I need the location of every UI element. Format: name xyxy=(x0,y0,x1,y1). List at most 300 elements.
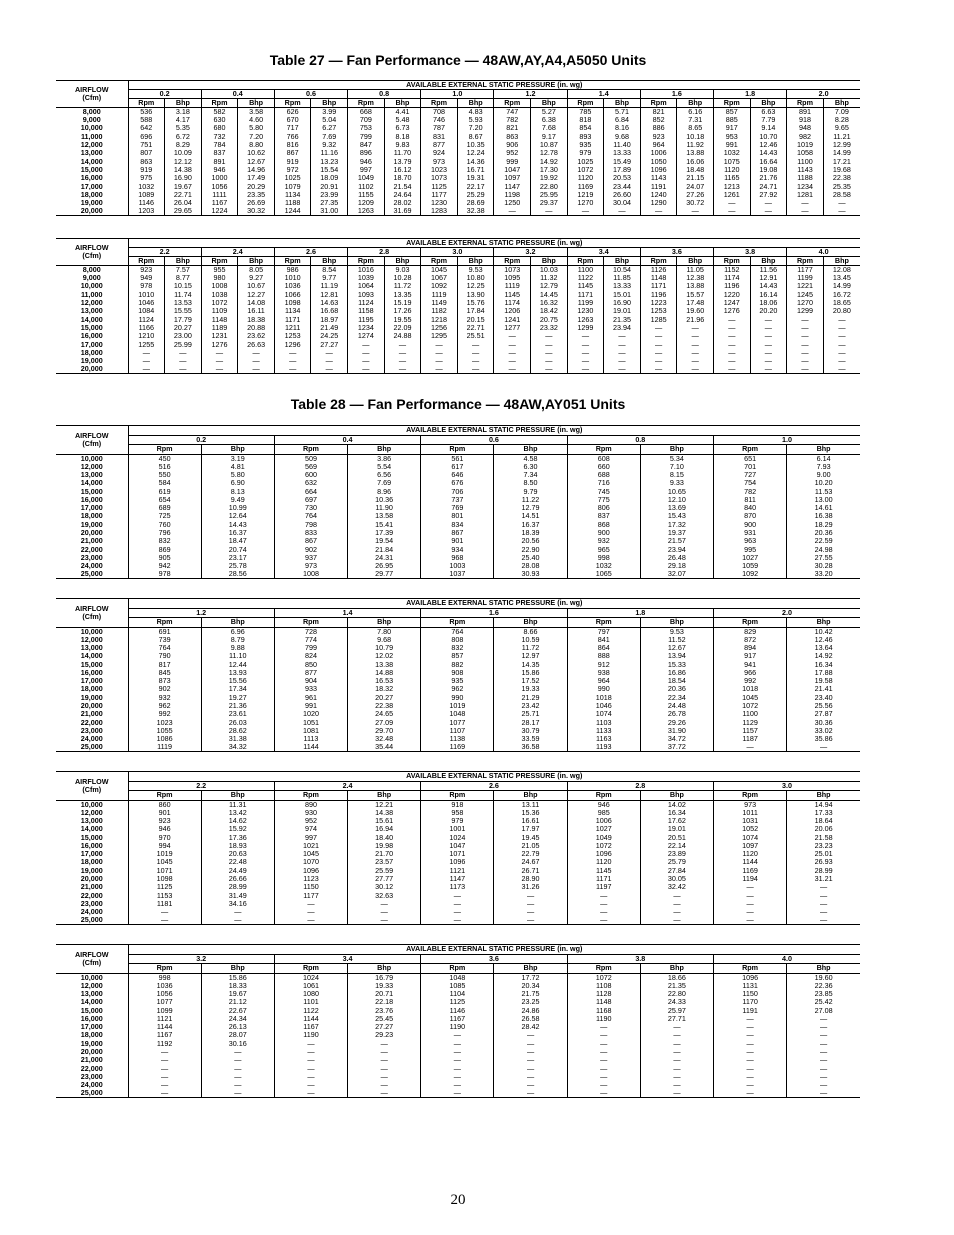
table-cell: 10.54 xyxy=(604,266,641,274)
table-cell: 25.71 xyxy=(494,710,567,718)
table-cell: — xyxy=(787,365,824,373)
airflow-header xyxy=(56,426,128,455)
table-cell: 18.38 xyxy=(238,315,275,323)
rpm-header: Rpm xyxy=(274,618,347,628)
table-cell: — xyxy=(677,324,714,332)
table-cell: 1098 xyxy=(128,875,201,883)
table-cell: 1056 xyxy=(128,990,201,998)
table-cell: 923 xyxy=(128,266,165,274)
pressure-header: 4.0 xyxy=(714,954,861,964)
table-cell: — xyxy=(604,348,641,356)
table-cell: 1019 xyxy=(787,141,824,149)
table-cell: — xyxy=(128,908,201,916)
table-cell: 19.67 xyxy=(201,990,274,998)
table-cell: 16.90 xyxy=(604,299,641,307)
table-cell: 5.35 xyxy=(165,124,202,132)
table-cell: 18.29 xyxy=(787,520,860,528)
table-cell: 12.12 xyxy=(165,157,202,165)
bhp-header: Bhp xyxy=(494,791,567,801)
airflow-value: 13,000 xyxy=(80,148,103,158)
table-cell: 1100 xyxy=(787,157,824,165)
table-cell: — xyxy=(274,1064,347,1072)
table-cell: — xyxy=(238,357,275,365)
table-cell: 29.37 xyxy=(531,199,568,207)
table-cell: 924 xyxy=(421,149,458,157)
table-cell: 600 xyxy=(274,471,347,479)
table-cell: 19.55 xyxy=(384,315,421,323)
table-cell: 17.21 xyxy=(823,157,860,165)
table-cell: 27.77 xyxy=(348,875,421,883)
table-cell: 13.79 xyxy=(384,157,421,165)
table-cell: 4.58 xyxy=(494,454,567,462)
bhp-header: Bhp xyxy=(348,445,421,455)
table-cell: 912 xyxy=(567,660,640,668)
table-cell: 13.53 xyxy=(165,299,202,307)
table-row xyxy=(56,850,860,858)
table-cell: — xyxy=(348,365,385,373)
table-cell: 6.14 xyxy=(787,454,860,462)
table-cell: 917 xyxy=(714,124,751,132)
table-cell: 10.65 xyxy=(640,487,713,495)
pressure-header: 1.0 xyxy=(421,90,494,99)
table-cell: 997 xyxy=(274,833,347,841)
table-row xyxy=(56,479,860,487)
table-cell: 701 xyxy=(714,462,787,470)
table-cell: 24.34 xyxy=(201,1014,274,1022)
table-cell: 18.66 xyxy=(640,973,713,981)
table-cell: 13.00 xyxy=(787,495,860,503)
airflow-label: AIRFLOW xyxy=(74,603,109,613)
table-cell: 10.67 xyxy=(238,282,275,290)
table-cell: 32.48 xyxy=(348,735,421,743)
table-cell: 1008 xyxy=(274,570,347,578)
table-cell: — xyxy=(348,357,385,365)
table-cell: 22.14 xyxy=(640,841,713,849)
airflow-value: 8,000 xyxy=(82,265,101,274)
table-cell: — xyxy=(640,365,677,373)
table-cell: 23.35 xyxy=(238,190,275,198)
table-cell: — xyxy=(531,340,568,348)
table-cell: 873 xyxy=(128,677,201,685)
table-row xyxy=(56,652,860,660)
table-cell: 1096 xyxy=(640,166,677,174)
table-cell: 26.69 xyxy=(238,199,275,207)
table-cell: 28.17 xyxy=(494,718,567,726)
table-cell: 17.88 xyxy=(787,668,860,676)
table-cell: 23.42 xyxy=(494,702,567,710)
table-cell: 660 xyxy=(567,462,640,470)
pressure-header: 3.0 xyxy=(714,781,861,791)
airflow-value: 12,000 xyxy=(80,981,103,990)
table-cell: 1085 xyxy=(421,981,494,989)
table-cell: 23.76 xyxy=(348,1006,421,1014)
table-cell: — xyxy=(274,1048,347,1056)
table-cell: 8.15 xyxy=(640,471,713,479)
table-cell: 1051 xyxy=(274,718,347,726)
table-cell: 12.46 xyxy=(750,141,787,149)
table-cell: — xyxy=(640,1081,713,1089)
table-cell: — xyxy=(714,357,751,365)
table-cell: 1102 xyxy=(348,182,385,190)
table-cell: 1045 xyxy=(714,693,787,701)
table-cell: 1210 xyxy=(128,332,165,340)
table-cell: — xyxy=(750,332,787,340)
table-cell: 1194 xyxy=(714,875,787,883)
table-cell: — xyxy=(457,348,494,356)
table-cell: 8.80 xyxy=(238,141,275,149)
table-row xyxy=(56,800,860,808)
table-cell: 536 xyxy=(128,108,165,116)
table-row xyxy=(56,1056,860,1064)
table-cell: 23.94 xyxy=(640,545,713,553)
table-cell: 764 xyxy=(128,644,201,652)
table-cell: 20.29 xyxy=(238,182,275,190)
table-cell: 20.34 xyxy=(494,981,567,989)
table-cell: 824 xyxy=(274,652,347,660)
table-cell: 24.49 xyxy=(201,866,274,874)
table-cell: — xyxy=(531,207,568,215)
bhp-header: Bhp xyxy=(787,445,860,455)
table-cell: 28.90 xyxy=(494,875,567,883)
table-row xyxy=(56,537,860,545)
table-cell: 20.53 xyxy=(604,174,641,182)
bhp-header: Bhp xyxy=(201,791,274,801)
table-cell: 973 xyxy=(421,157,458,165)
table-row xyxy=(56,282,860,290)
table-row xyxy=(56,718,860,726)
table-cell: — xyxy=(567,1073,640,1081)
table-cell: 26.60 xyxy=(604,190,641,198)
table-cell: 18.09 xyxy=(311,174,348,182)
table-cell: 11.85 xyxy=(604,274,641,282)
table-cell: — xyxy=(787,1073,860,1081)
table-cell: 31.49 xyxy=(201,891,274,899)
table-cell: 16.32 xyxy=(531,299,568,307)
table-cell: 1171 xyxy=(274,315,311,323)
table-cell: 10.70 xyxy=(750,132,787,140)
table-cell: 6.96 xyxy=(201,627,274,635)
airflow-value: 14,000 xyxy=(80,997,103,1007)
airflow-value: 14,000 xyxy=(80,157,103,166)
bhp-header: Bhp xyxy=(787,964,860,974)
table-cell: — xyxy=(714,891,787,899)
table-cell: 16.72 xyxy=(823,290,860,298)
table-row xyxy=(56,668,860,676)
table-cell: 569 xyxy=(274,462,347,470)
table-cell: — xyxy=(787,1014,860,1022)
airflow-value: 25,000 xyxy=(56,743,128,751)
table-cell: — xyxy=(274,908,347,916)
table-cell: 6.16 xyxy=(677,108,714,116)
table-cell: 935 xyxy=(567,141,604,149)
table-cell: 1122 xyxy=(274,1006,347,1014)
table-cell: 26.58 xyxy=(494,1014,567,1022)
table-cell: 15.54 xyxy=(311,166,348,174)
table-cell: 15.36 xyxy=(494,808,567,816)
table-cell: 1124 xyxy=(128,315,165,323)
table-cell: 12.08 xyxy=(823,266,860,274)
table-cell: 1003 xyxy=(421,562,494,570)
table-cell: 992 xyxy=(128,710,201,718)
airflow-value: 15,000 xyxy=(80,165,103,174)
bhp-header: Bhp xyxy=(604,257,641,266)
table-cell: 30.93 xyxy=(494,570,567,578)
table-cell: — xyxy=(677,207,714,215)
table-cell: 5.48 xyxy=(384,116,421,124)
pressure-header: 3.6 xyxy=(421,954,567,964)
table-cell: 21.70 xyxy=(348,850,421,858)
table-cell: 7.20 xyxy=(238,132,275,140)
table-cell: 7.34 xyxy=(494,471,567,479)
table-cell: 16.64 xyxy=(750,157,787,165)
table-cell: 11.52 xyxy=(640,635,713,643)
airflow-value: 17,000 xyxy=(80,182,103,191)
table-row xyxy=(56,157,860,165)
table-row xyxy=(56,808,860,816)
table-cell: 1096 xyxy=(714,973,787,981)
table-cell: — xyxy=(714,908,787,916)
table-cell: 15.86 xyxy=(494,668,567,676)
bhp-header: Bhp xyxy=(640,791,713,801)
table-row xyxy=(56,908,860,916)
table-cell: 26.03 xyxy=(201,718,274,726)
airflow-value: 21,000 xyxy=(80,709,103,719)
rpm-header: Rpm xyxy=(714,791,787,801)
table-cell: 21.57 xyxy=(640,537,713,545)
table-cell: 961 xyxy=(274,693,347,701)
table-cell: — xyxy=(750,348,787,356)
table-cell: 16.71 xyxy=(457,166,494,174)
rpm-header: Rpm xyxy=(348,99,385,108)
table-cell: 11.70 xyxy=(384,149,421,157)
airflow-value: 17,000 xyxy=(80,340,103,349)
table-cell: 20.51 xyxy=(640,833,713,841)
table-row xyxy=(56,290,860,298)
table-cell: 708 xyxy=(421,108,458,116)
table-cell: 806 xyxy=(567,504,640,512)
table-cell: 8.16 xyxy=(604,124,641,132)
table-cell: 15.49 xyxy=(604,157,641,165)
table-cell: 14.94 xyxy=(787,800,860,808)
table-cell: 1093 xyxy=(348,290,385,298)
table-cell: 22.38 xyxy=(348,702,421,710)
table-cell: — xyxy=(494,1056,567,1064)
table-cell: — xyxy=(348,916,421,924)
table-cell: 30.32 xyxy=(238,207,275,215)
table-cell: 1067 xyxy=(421,274,458,282)
table-cell: 15.33 xyxy=(640,660,713,668)
table-cell: 14.02 xyxy=(640,800,713,808)
table-cell: 1103 xyxy=(567,718,640,726)
table-cell: 1073 xyxy=(494,266,531,274)
table-cell: 6.27 xyxy=(311,124,348,132)
table-cell: 12.97 xyxy=(494,652,567,660)
table-cell: — xyxy=(421,1056,494,1064)
bhp-header: Bhp xyxy=(787,791,860,801)
table-cell: 1097 xyxy=(494,174,531,182)
airflow-value: 15,000 xyxy=(80,487,103,496)
table-cell: — xyxy=(348,908,421,916)
table-cell: 21.35 xyxy=(640,981,713,989)
table-cell: 1224 xyxy=(201,207,238,215)
table-cell: 832 xyxy=(128,537,201,545)
table-cell: 17.72 xyxy=(494,973,567,981)
airflow-header xyxy=(56,772,128,801)
pressure-header: 2.8 xyxy=(348,248,421,257)
table-row xyxy=(56,677,860,685)
table-cell: 1072 xyxy=(201,299,238,307)
table-cell: 22.48 xyxy=(201,858,274,866)
table-cell: 12.44 xyxy=(201,660,274,668)
table-cell: 14.63 xyxy=(311,299,348,307)
table-cell: 29.70 xyxy=(348,727,421,735)
table-row xyxy=(56,332,860,340)
airflow-value: 17,000 xyxy=(80,503,103,513)
table-cell: 450 xyxy=(128,454,201,462)
table-cell: 905 xyxy=(128,554,201,562)
airflow-value: 23,000 xyxy=(80,899,103,908)
table-cell: 10.18 xyxy=(677,132,714,140)
table-cell: 26.13 xyxy=(201,1023,274,1031)
rpm-header: Rpm xyxy=(421,791,494,801)
table-cell: — xyxy=(567,1031,640,1039)
table-cell: — xyxy=(640,1064,713,1072)
table-row xyxy=(56,883,860,891)
table-cell: 691 xyxy=(128,627,201,635)
table-cell: 1045 xyxy=(274,850,347,858)
table-cell: 934 xyxy=(421,545,494,553)
rpm-header: Rpm xyxy=(201,99,238,108)
bhp-header: Bhp xyxy=(384,257,421,266)
table-cell: 1206 xyxy=(494,307,531,315)
airflow-value: 16,000 xyxy=(80,173,103,183)
table-cell: — xyxy=(640,1089,713,1097)
table-cell: 937 xyxy=(274,554,347,562)
pressure-header: 1.8 xyxy=(567,608,713,618)
airflow-value: 18,000 xyxy=(80,190,103,199)
table-cell: 26.71 xyxy=(494,866,567,874)
table-cell: — xyxy=(274,900,347,908)
table-cell: — xyxy=(348,1039,421,1047)
table-cell: 1196 xyxy=(640,290,677,298)
table-cell: 37.72 xyxy=(640,743,713,751)
table-cell: 1174 xyxy=(494,299,531,307)
table-cell: 1169 xyxy=(567,182,604,190)
table-cell: 1203 xyxy=(128,207,165,215)
rpm-header: Rpm xyxy=(494,99,531,108)
table-cell: — xyxy=(311,348,348,356)
table-cell: 15.19 xyxy=(384,299,421,307)
rpm-header: Rpm xyxy=(714,99,751,108)
airflow-value: 25,000 xyxy=(56,1089,128,1097)
table-cell: — xyxy=(640,1056,713,1064)
table-cell: 854 xyxy=(567,124,604,132)
table-row xyxy=(56,1039,860,1047)
table-cell: 716 xyxy=(567,479,640,487)
table-cell: — xyxy=(714,1048,787,1056)
table-cell: 1011 xyxy=(714,808,787,816)
table-cell: — xyxy=(348,340,385,348)
airflow-value: 21,000 xyxy=(80,882,103,892)
table-cell: 1050 xyxy=(640,157,677,165)
table-cell: — xyxy=(494,1048,567,1056)
table-row xyxy=(56,1089,860,1097)
table-cell: 14.99 xyxy=(823,149,860,157)
pressure-header: 3.0 xyxy=(421,248,494,257)
airflow-value: 18,000 xyxy=(80,685,103,694)
table-cell: 13.90 xyxy=(457,290,494,298)
table-cell: — xyxy=(421,357,458,365)
table-cell: 979 xyxy=(567,149,604,157)
table-cell: 1077 xyxy=(421,718,494,726)
airflow-value: 13,000 xyxy=(80,816,103,825)
table-cell: 10.20 xyxy=(787,479,860,487)
table-cell: 14.96 xyxy=(238,166,275,174)
pressure-header: 1.0 xyxy=(714,435,861,445)
table-cell: 1190 xyxy=(421,1023,494,1031)
table-row xyxy=(56,307,860,315)
table-cell: 668 xyxy=(348,108,385,116)
table-cell: 1219 xyxy=(567,190,604,198)
table-row xyxy=(56,512,860,520)
airflow-value: 12,000 xyxy=(80,635,103,644)
table-cell: — xyxy=(640,340,677,348)
table-cell: — xyxy=(531,357,568,365)
table-cell: 28.69 xyxy=(457,199,494,207)
table-cell: 1131 xyxy=(714,981,787,989)
table-cell: 15.57 xyxy=(677,290,714,298)
airflow-value: 12,000 xyxy=(80,808,103,817)
airflow-value: 8,000 xyxy=(82,107,101,116)
table-cell: 11.72 xyxy=(494,644,567,652)
table-cell: 13.93 xyxy=(201,668,274,676)
pressure-header: 2.2 xyxy=(128,781,274,791)
table-cell: 26.04 xyxy=(165,199,202,207)
table-cell: 3.19 xyxy=(201,454,274,462)
table-cell: 17.36 xyxy=(201,833,274,841)
table-cell: 33.02 xyxy=(787,727,860,735)
table-cell: 21.54 xyxy=(384,182,421,190)
table-cell: 12.24 xyxy=(457,149,494,157)
table-row xyxy=(56,1023,860,1031)
pressure-header: 1.2 xyxy=(128,608,274,618)
table-row xyxy=(56,1064,860,1072)
pressure-header: 3.6 xyxy=(640,248,713,257)
rpm-header: Rpm xyxy=(567,618,640,628)
table-cell: — xyxy=(531,365,568,373)
table-cell: — xyxy=(421,1048,494,1056)
table-cell: 1145 xyxy=(567,866,640,874)
static-pressure-header: AVAILABLE EXTERNAL STATIC PRESSURE (in. wg) xyxy=(128,426,860,436)
table-cell: 33.20 xyxy=(787,570,860,578)
table-cell: 869 xyxy=(128,545,201,553)
table-cell: 834 xyxy=(421,520,494,528)
table-cell: 20.56 xyxy=(494,537,567,545)
table-cell: 12.21 xyxy=(348,800,421,808)
table-cell: 22.90 xyxy=(494,545,567,553)
table-cell: 664 xyxy=(274,487,347,495)
airflow-value: 16,000 xyxy=(80,495,103,504)
pressure-header: 1.6 xyxy=(640,90,713,99)
table-cell: 1148 xyxy=(201,315,238,323)
table-cell: 821 xyxy=(640,108,677,116)
table-cell: — xyxy=(348,348,385,356)
table-cell: 26.95 xyxy=(348,562,421,570)
table-row xyxy=(56,685,860,693)
table-cell: — xyxy=(201,1064,274,1072)
table-cell: 1144 xyxy=(714,858,787,866)
table-cell: 764 xyxy=(421,627,494,635)
